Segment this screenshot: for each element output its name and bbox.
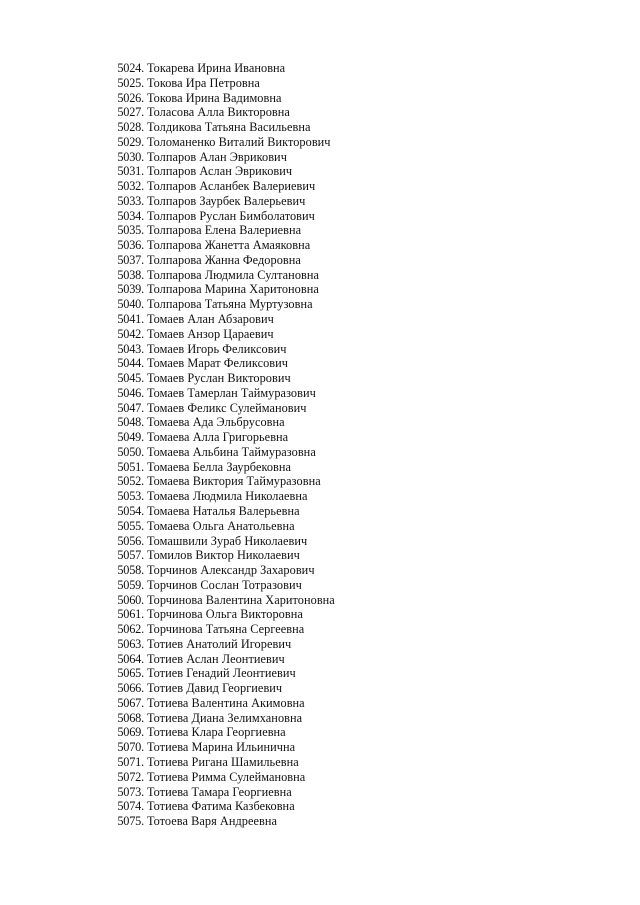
entry-name: Толпаров Алан Эврикович <box>147 149 287 164</box>
entry-number: 5040. <box>117 297 144 312</box>
entry-name: Толпарова Марина Харитоновна <box>147 282 319 297</box>
entry-name: Токова Ира Петровна <box>147 75 260 90</box>
list-item <box>104 770 335 785</box>
entry-name: Толпаров Асланбек Валериевич <box>147 179 316 194</box>
list-item <box>104 534 335 549</box>
list-item <box>104 622 335 637</box>
entry-name: Тотиева Клара Георгиевна <box>147 725 286 740</box>
entry-name: Торчинова Ольга Викторовна <box>147 607 303 622</box>
list-item <box>104 371 335 386</box>
entry-number: 5024. <box>117 61 144 75</box>
entry-name: Толпаров Заурбек Валерьевич <box>147 193 306 208</box>
entry-name: Толасова Алла Викторовна <box>147 105 290 120</box>
list-item <box>104 548 335 563</box>
entry-number: 5037. <box>117 252 144 267</box>
list-item <box>104 253 335 268</box>
list-item <box>104 297 335 312</box>
entry-name: Томашвили Зураб Николаевич <box>147 533 308 548</box>
entry-number: 5041. <box>117 312 144 327</box>
entry-number: 5054. <box>117 503 144 518</box>
entry-number: 5048. <box>117 415 144 430</box>
list-item <box>104 282 335 297</box>
entry-number: 5052. <box>117 474 144 489</box>
entry-number: 5039. <box>117 282 144 297</box>
list-item <box>104 563 335 578</box>
entry-name: Толпарова Татьяна Муртузовна <box>147 297 313 312</box>
list-item <box>104 445 335 460</box>
entry-number: 5074. <box>117 799 144 814</box>
list-item <box>104 120 335 135</box>
entry-name: Томаева Ольга Анатольевна <box>147 518 295 533</box>
entry-name: Томаев Тамерлан Таймуразович <box>147 385 316 400</box>
entry-number: 5075. <box>117 814 144 829</box>
entry-number: 5042. <box>117 326 144 341</box>
entry-name: Томаев Феликс Сулейманович <box>147 400 307 415</box>
entry-number: 5057. <box>117 548 144 563</box>
list-item <box>104 327 335 342</box>
entry-number: 5055. <box>117 518 144 533</box>
entry-name: Токова Ирина Вадимовна <box>147 90 282 105</box>
entry-number: 5032. <box>117 179 144 194</box>
entry-name: Торчинова Валентина Харитоновна <box>147 592 335 607</box>
entry-number: 5063. <box>117 636 144 651</box>
entry-name: Томаев Марат Феликсович <box>147 356 289 371</box>
entry-number: 5036. <box>117 238 144 253</box>
entry-number: 5050. <box>117 444 144 459</box>
entry-name: Тотоева Варя Андреевна <box>147 814 277 829</box>
entry-name: Тотиева Римма Сулеймановна <box>147 769 306 784</box>
entry-number: 5025. <box>117 75 144 90</box>
entry-name: Томаева Наталья Валерьевна <box>147 503 300 518</box>
list-item <box>104 814 335 829</box>
list-item <box>104 386 335 401</box>
list-item <box>104 711 335 726</box>
entry-name: Тотиева Тамара Георгиевна <box>147 784 292 799</box>
entry-number: 5049. <box>117 430 144 445</box>
entry-name: Толпарова Людмила Султановна <box>147 267 320 282</box>
entry-number: 5065. <box>117 666 144 681</box>
list-item <box>104 76 335 91</box>
entry-name: Томаева Белла Заурбековна <box>147 459 292 474</box>
entry-number: 5068. <box>117 710 144 725</box>
entry-name: Толоманенко Виталий Викторович <box>147 134 331 149</box>
list-item <box>104 578 335 593</box>
entry-number: 5033. <box>117 193 144 208</box>
list-item <box>104 725 335 740</box>
entry-number: 5062. <box>117 622 144 637</box>
list-item <box>104 356 335 371</box>
list-item <box>104 415 335 430</box>
entry-name: Тотиева Марина Ильинична <box>147 740 296 755</box>
entry-number: 5026. <box>117 90 144 105</box>
entry-number: 5046. <box>117 385 144 400</box>
entry-name: Тотиева Фатима Казбековна <box>147 799 295 814</box>
list-item <box>104 785 335 800</box>
list-item <box>104 61 335 76</box>
entry-name: Торчинов Александр Захарович <box>147 563 315 578</box>
entry-number: 5072. <box>117 769 144 784</box>
list-item <box>104 519 335 534</box>
entry-number: 5029. <box>117 134 144 149</box>
list-item <box>104 681 335 696</box>
entry-name: Толпаров Руслан Бимболатович <box>147 208 315 223</box>
entry-name: Толпарова Жанетта Амаяковна <box>147 238 311 253</box>
entry-number: 5058. <box>117 563 144 578</box>
entry-name: Тотиева Диана Зелимхановна <box>147 710 303 725</box>
list-item <box>104 489 335 504</box>
entry-number: 5043. <box>117 341 144 356</box>
list-item <box>104 504 335 519</box>
entry-name: Томаева Альбина Таймуразовна <box>147 444 316 459</box>
entry-number: 5045. <box>117 371 144 386</box>
entry-number: 5035. <box>117 223 144 238</box>
entry-number: 5070. <box>117 740 144 755</box>
list-item <box>104 150 335 165</box>
entry-number: 5056. <box>117 533 144 548</box>
entry-name: Токарева Ирина Ивановна <box>147 61 286 75</box>
list-item <box>104 401 335 416</box>
entry-number: 5059. <box>117 577 144 592</box>
list-item <box>104 607 335 622</box>
entry-number: 5047. <box>117 400 144 415</box>
entry-name: Торчинов Сослан Тотразович <box>147 577 302 592</box>
entry-name: Торчинова Татьяна Сергеевна <box>147 622 305 637</box>
entry-name: Толпарова Жанна Федоровна <box>147 252 301 267</box>
entry-name: Томаева Ада Эльбрусовна <box>147 415 285 430</box>
list-item <box>104 268 335 283</box>
list-item <box>104 652 335 667</box>
entry-number: 5053. <box>117 489 144 504</box>
list-item <box>104 312 335 327</box>
entry-name: Тотиев Анатолий Игоревич <box>147 636 292 651</box>
entry-number: 5051. <box>117 459 144 474</box>
list-item <box>104 91 335 106</box>
list-item <box>104 194 335 209</box>
list-item <box>104 755 335 770</box>
entry-name: Томаева Людмила Николаевна <box>147 489 308 504</box>
entry-name: Томилов Виктор Николаевич <box>147 548 300 563</box>
entry-name: Томаев Игорь Феликсович <box>147 341 287 356</box>
entry-number: 5031. <box>117 164 144 179</box>
entry-name: Тотиева Ригана Шамильевна <box>147 754 299 769</box>
entry-name: Томаев Руслан Викторович <box>147 371 291 386</box>
list-item <box>104 179 335 194</box>
list-item <box>104 593 335 608</box>
entry-number: 5066. <box>117 681 144 696</box>
list-item <box>104 342 335 357</box>
entry-name: Томаева Виктория Таймуразовна <box>147 474 321 489</box>
entry-number: 5060. <box>117 592 144 607</box>
entry-number: 5067. <box>117 695 144 710</box>
entry-name: Тотиев Генадий Леонтиевич <box>147 666 296 681</box>
entry-name: Томаев Анзор Цараевич <box>147 326 274 341</box>
entry-number: 5073. <box>117 784 144 799</box>
list-item <box>104 666 335 681</box>
entry-name: Толдикова Татьяна Васильевна <box>147 120 311 135</box>
entry-number: 5061. <box>117 607 144 622</box>
list-item <box>104 799 335 814</box>
list-item <box>104 637 335 652</box>
entry-number: 5028. <box>117 120 144 135</box>
entry-number: 5069. <box>117 725 144 740</box>
list-item <box>104 460 335 475</box>
list-item <box>104 135 335 150</box>
list-item <box>104 164 335 179</box>
list-item <box>104 105 335 120</box>
list-item <box>104 209 335 224</box>
entry-name: Тотиева Валентина Акимовна <box>147 695 305 710</box>
entry-name: Тотиев Аслан Леонтиевич <box>147 651 285 666</box>
entry-number: 5044. <box>117 356 144 371</box>
entry-number: 5071. <box>117 754 144 769</box>
entry-name: Томаева Алла Григорьевна <box>147 430 289 445</box>
entry-name: Толпарова Елена Валериевна <box>147 223 302 238</box>
entry-name: Томаев Алан Абзарович <box>147 312 274 327</box>
list-item <box>104 223 335 238</box>
entry-number: 5034. <box>117 208 144 223</box>
entry-number: 5030. <box>117 149 144 164</box>
entry-number: 5027. <box>117 105 144 120</box>
name-list <box>104 61 335 829</box>
entry-number: 5064. <box>117 651 144 666</box>
list-item <box>104 430 335 445</box>
list-item <box>104 740 335 755</box>
entry-name: Толпаров Аслан Эврикович <box>147 164 293 179</box>
entry-name: Тотиев Давид Георгиевич <box>147 681 283 696</box>
list-item <box>104 696 335 711</box>
list-item <box>104 474 335 489</box>
entry-number: 5038. <box>117 267 144 282</box>
list-item <box>104 238 335 253</box>
